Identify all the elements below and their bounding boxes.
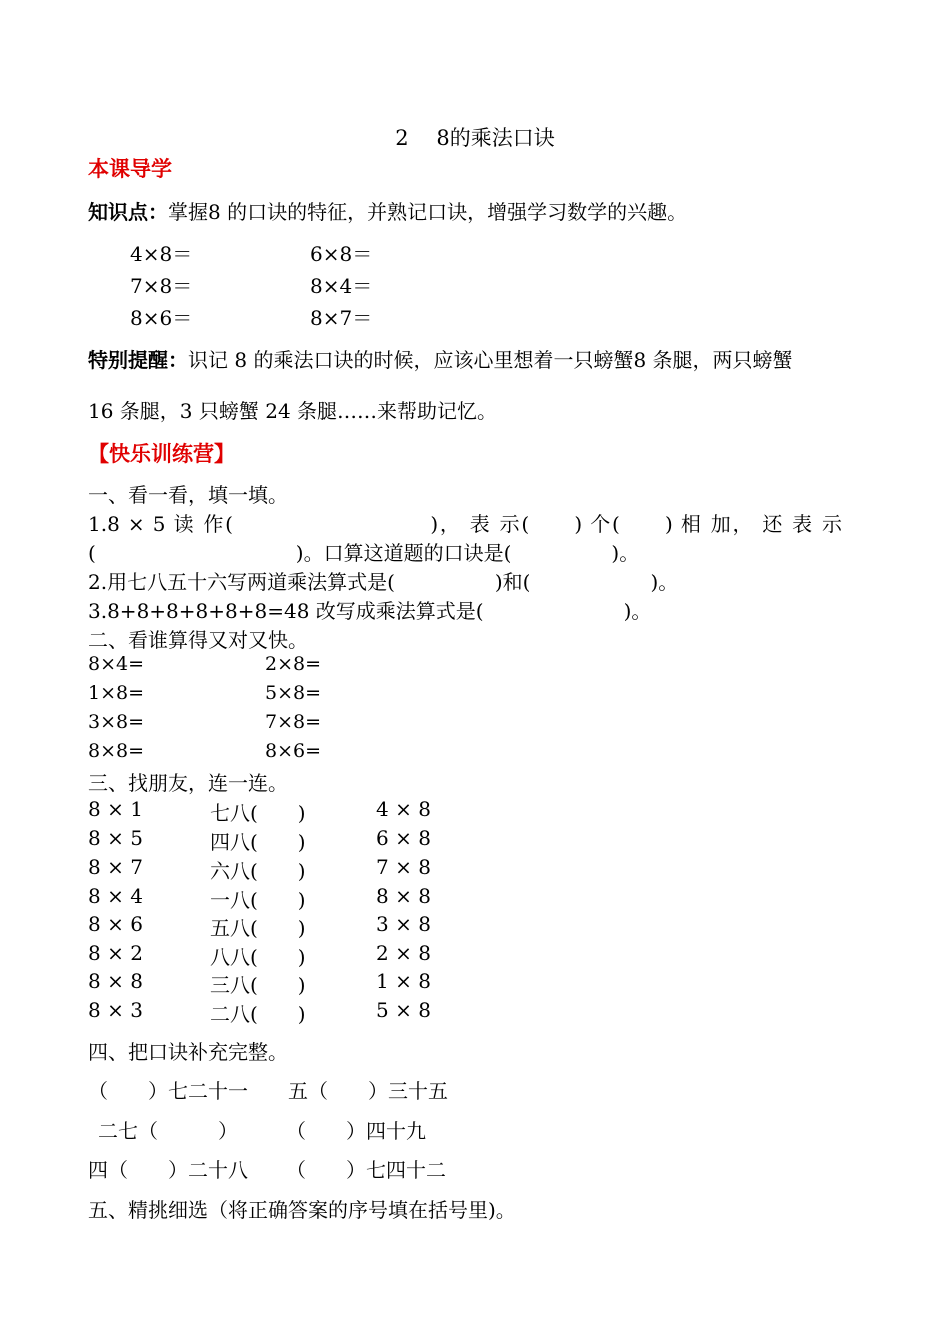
match-right: 1 × 8 xyxy=(376,969,431,993)
knowledge-label: 知识点： xyxy=(88,200,168,224)
match-right: 7 × 8 xyxy=(376,855,431,879)
knowledge-text: 掌握8 的口诀的特征，并熟记口诀，增强学习数学的兴趣。 xyxy=(168,200,688,224)
guide-exercise: 4×8＝ xyxy=(130,242,193,266)
section2-item: 2×8= xyxy=(265,653,322,675)
match-left: 8 × 2 xyxy=(88,941,143,965)
match-left: 8 × 4 xyxy=(88,884,143,908)
guide-exercise: 6×8＝ xyxy=(310,242,373,266)
section1-title: 一、看一看，填一填。 xyxy=(88,483,288,507)
match-right: 5 × 8 xyxy=(376,998,431,1022)
match-left: 8 × 5 xyxy=(88,826,143,850)
match-middle: 七八( ) xyxy=(210,801,306,825)
verse-item: 五（ ）三十五 xyxy=(288,1079,448,1103)
match-middle: 一八( ) xyxy=(210,888,306,912)
verse-item: （ ）七四十二 xyxy=(286,1158,446,1182)
match-left: 8 × 7 xyxy=(88,855,143,879)
section2-item: 8×4= xyxy=(88,653,145,675)
match-middle: 六八( ) xyxy=(210,859,306,883)
section2-item: 3×8= xyxy=(88,711,145,733)
section3-title: 三、找朋友，连一连。 xyxy=(88,771,288,795)
match-left: 8 × 6 xyxy=(88,912,143,936)
verse-item: 四（ ）二十八 xyxy=(88,1158,248,1182)
reminder-text-1: 识记 8 的乘法口诀的时候，应该心里想着一只螃蟹8 条腿，两只螃蟹 xyxy=(188,348,793,372)
reminder-text-2: 16 条腿，3 只螃蟹 24 条腿……来帮助记忆。 xyxy=(88,399,498,423)
match-middle: 三八( ) xyxy=(210,973,306,997)
match-middle: 四八( ) xyxy=(210,830,306,854)
verse-item: （ ）四十九 xyxy=(286,1119,426,1143)
match-left: 8 × 8 xyxy=(88,969,143,993)
section1-q2: 2.用七八五十六写两道乘法算式是( )和( )。 xyxy=(88,570,679,594)
camp-heading: 【快乐训练营】 xyxy=(88,442,235,466)
special-reminder xyxy=(88,344,793,373)
section2-title: 二、看谁算得又对又快。 xyxy=(88,628,308,652)
section2-item: 8×8= xyxy=(88,740,145,762)
section1-q1-line2: ( )。口算这道题的口诀是( )。 xyxy=(88,541,640,565)
guide-heading: 本课导学 xyxy=(88,157,172,181)
guide-exercise: 8×6＝ xyxy=(130,306,193,330)
match-right: 2 × 8 xyxy=(376,941,431,965)
section1-q3: 3.8+8+8+8+8+8=48 改写成乘法算式是( )。 xyxy=(88,599,652,623)
match-right: 3 × 8 xyxy=(376,912,431,936)
section1-q1-line1: 1.8 × 5 读 作( )， 表 示( ) 个( ) 相 加， 还 表 示 xyxy=(88,512,842,536)
reminder-label: 特别提醒： xyxy=(88,348,188,372)
section2-item: 5×8= xyxy=(265,682,322,704)
section2-item: 7×8= xyxy=(265,711,322,733)
section4-title: 四、把口诀补充完整。 xyxy=(88,1040,288,1064)
match-middle: 八八( ) xyxy=(210,945,306,969)
section2-item: 8×6= xyxy=(265,740,322,762)
match-left: 8 × 3 xyxy=(88,998,143,1022)
section2-item: 1×8= xyxy=(88,682,145,704)
match-middle: 二八( ) xyxy=(210,1002,306,1026)
guide-exercise: 8×4＝ xyxy=(310,274,373,298)
guide-exercise: 7×8＝ xyxy=(130,274,193,298)
match-right: 6 × 8 xyxy=(376,826,431,850)
knowledge-point xyxy=(88,196,687,225)
match-right: 4 × 8 xyxy=(376,797,431,821)
match-left: 8 × 1 xyxy=(88,797,143,821)
match-right: 8 × 8 xyxy=(376,884,431,908)
page-title: 2 8的乘法口诀 xyxy=(395,126,555,150)
verse-item: （ ）七二十一 xyxy=(88,1079,248,1103)
guide-exercise: 8×7＝ xyxy=(310,306,373,330)
verse-item: 二七（ ） xyxy=(98,1119,238,1143)
section5-title: 五、精挑细选（将正确答案的序号填在括号里)。 xyxy=(88,1198,516,1222)
match-middle: 五八( ) xyxy=(210,916,306,940)
